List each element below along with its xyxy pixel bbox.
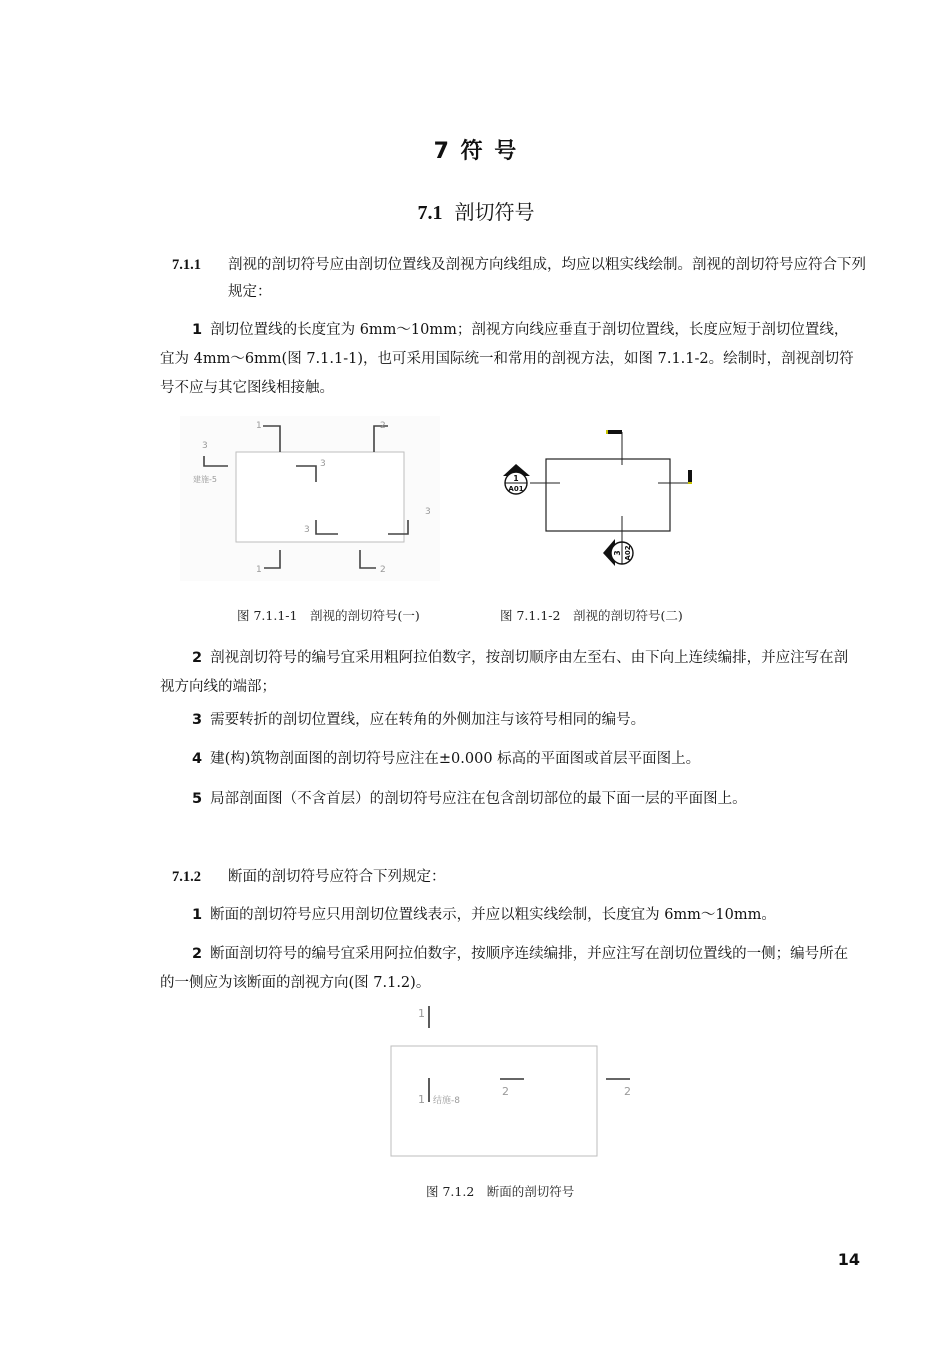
item-text: 剖视剖切符号的编号宜采用粗阿拉伯数字，按剖切顺序由左至右、由下向上连续编排，并应注写在剖视方向线的端部； — [160, 650, 849, 695]
section-number: 7.1 — [417, 202, 443, 224]
label-1-bottom: 1 — [256, 565, 262, 575]
item-text: 需要转折的剖切位置线，应在转角的外侧加注与该符号相同的编号。 — [210, 712, 646, 728]
item-number: 2 — [192, 650, 203, 666]
label-2-top: 2 — [380, 421, 386, 431]
index-symbol-A01 — [503, 464, 530, 494]
item-number: 1 — [192, 907, 203, 923]
chapter-title: 7 符 号 — [433, 139, 519, 164]
item-number: 1 — [192, 322, 203, 338]
item-text: 断面剖切符号的编号宜采用阿拉伯数字，按顺序连续编排，并应注写在剖切位置线的一侧；编号所在的一侧应为该断面的剖视方向(图 7.1.2)。 — [160, 946, 849, 991]
figure-7-1-2-diagram — [384, 1000, 644, 1164]
label-1-top: 1 — [418, 1007, 425, 1020]
clause-7-1-1-item-2 — [160, 644, 862, 702]
page-number: 14 — [837, 1250, 860, 1269]
section-title: 剖切符号 — [454, 200, 535, 224]
clause-7-1-1-item-3 — [160, 706, 862, 735]
item-number: 5 — [192, 791, 203, 807]
label-1-top: 1 — [256, 421, 262, 431]
clause-number: 7.1.1 — [172, 257, 201, 273]
plan-outline — [546, 459, 670, 531]
item-text: 建(构)筑物剖面图的剖切符号应注在±0.000 标高的平面图或首层平面图上。 — [210, 751, 701, 767]
label-1-inside: 1 — [418, 1093, 425, 1106]
label-3-inner-bottom: 3 — [304, 525, 310, 535]
item-number: 3 — [192, 712, 203, 728]
label-3-left: 3 — [202, 441, 208, 451]
clause-7-1-2-item-2 — [160, 940, 862, 998]
clause-7-1-2 — [160, 864, 860, 891]
index-symbol-number: 3 — [613, 550, 622, 556]
figure-7-1-1-1-diagram — [180, 416, 440, 581]
figure-7-1-1-2-diagram — [490, 420, 720, 580]
item-number: 2 — [192, 946, 203, 962]
item-number: 4 — [192, 751, 203, 767]
clause-text: 断面的剖切符号应符合下列规定： — [228, 869, 446, 885]
index-symbol-sheet: A01 — [508, 485, 524, 493]
index-symbol-sheet: A02 — [624, 545, 632, 561]
index-symbol-number: 1 — [513, 474, 519, 483]
clause-number: 7.1.2 — [172, 869, 201, 885]
label-2-inside: 2 — [502, 1085, 509, 1098]
section-heading — [0, 196, 952, 225]
item-text: 剖切位置线的长度宜为 6mm～10mm；剖视方向线应垂直于剖切位置线，长度应短于剖切位置线，宜为 4mm～6mm(图 7.1.1-1)，也可采用国际统一和常用的剖视方法，如图 7.1.1-2。绘制时，剖视剖切符号不应与其它图线相接触。 — [160, 322, 854, 396]
item-text: 断面的剖切符号应只用剖切位置线表示，并应以粗实线绘制，长度宜为 6mm～10mm。 — [210, 907, 776, 923]
figure-7-1-2-caption: 图 7.1.2 断面的剖切符号 — [426, 1184, 575, 1199]
item-text: 局部剖面图（不含首层）的剖切符号应注在包含剖切部位的最下面一层的平面图上。 — [210, 791, 747, 807]
clause-text: 剖视的剖切符号应由剖切位置线及剖视方向线组成，均应以粗实线绘制。剖视的剖切符号应符合下列规定： — [228, 257, 866, 300]
clause-7-1-1-item-4 — [160, 745, 862, 774]
label-2-bottom: 2 — [380, 565, 386, 575]
clause-7-1-1-item-5 — [160, 785, 862, 814]
clause-7-1-1-item-1 — [160, 316, 862, 403]
clause-7-1-2-item-1 — [160, 901, 862, 930]
label-3-right: 3 — [425, 507, 431, 517]
figure-7-1-1-2-caption: 图 7.1.1-2 剖视的剖切符号(二) — [500, 608, 683, 623]
figure-7-1-1-1-caption: 图 7.1.1-1 剖视的剖切符号(一) — [237, 608, 420, 623]
clause-7-1-1 — [160, 252, 866, 308]
index-symbol-A02 — [603, 539, 633, 566]
reference-label: 结施-8 — [433, 1096, 460, 1106]
reference-label: 建施-5 — [193, 475, 217, 484]
label-3-inner-top: 3 — [320, 459, 326, 469]
label-2-outside: 2 — [624, 1085, 631, 1098]
